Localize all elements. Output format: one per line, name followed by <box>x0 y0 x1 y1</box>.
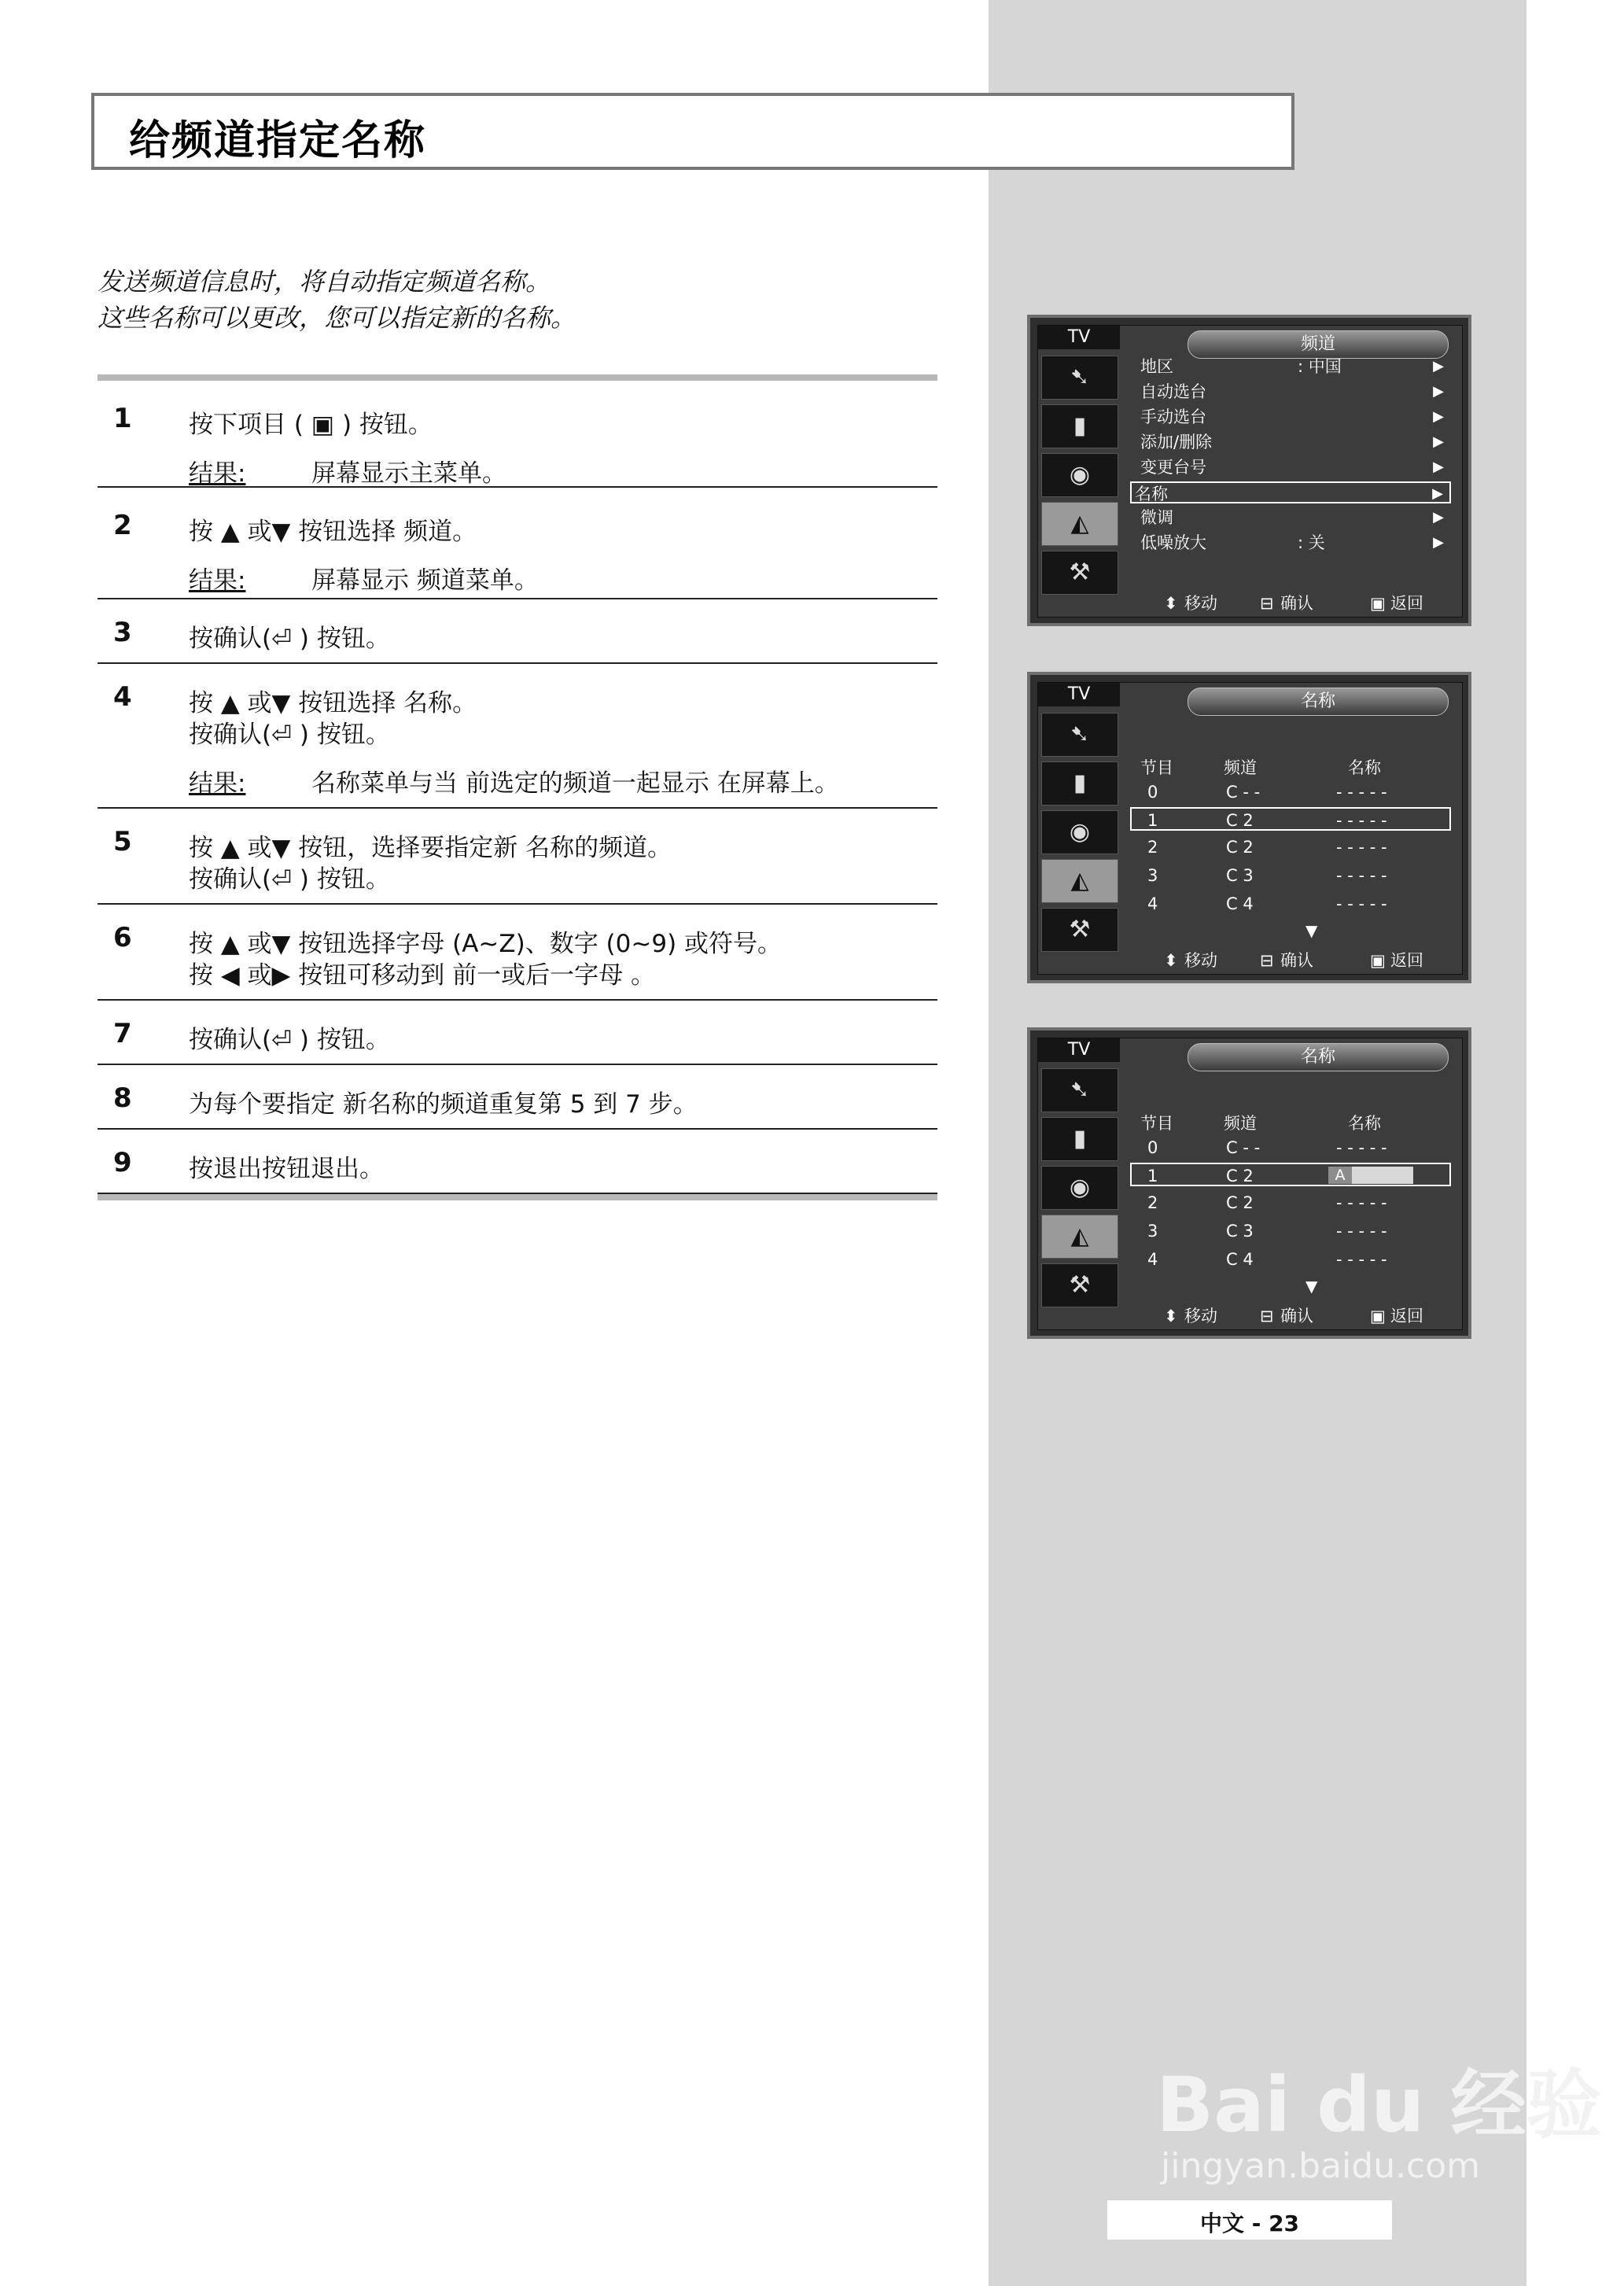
channel-row: 2 C 2 - - - - - <box>1147 1193 1387 1212</box>
osd-menu-item-selected: 名称 ▶ <box>1130 481 1451 503</box>
menu-icon: ▣ <box>1370 951 1386 970</box>
channel-icon: ◭ <box>1041 1215 1118 1259</box>
tv-tag: TV <box>1038 1038 1120 1062</box>
step-line: 为每个要指定 新名称的频道重复第 5 到 7 步。 <box>189 1090 698 1119</box>
step-number: 8 <box>113 1082 132 1114</box>
enter-icon: ⊟ <box>1260 1307 1274 1326</box>
step-line: 按确认(⏎ ) 按钮。 <box>189 721 390 749</box>
step-5 <box>98 809 937 905</box>
step-line: 按确认(⏎ ) 按钮。 <box>189 865 390 894</box>
scroll-down-icon: ▼ <box>1305 921 1318 940</box>
result-text: 屏幕显示主菜单。 <box>311 459 506 488</box>
channel-row: 3 C 3 - - - - - <box>1147 866 1387 885</box>
right-arrow-icon: ▶ <box>1433 459 1444 475</box>
channel-row: 3 C 3 - - - - - <box>1147 1222 1387 1241</box>
osd-footer <box>1120 947 1462 974</box>
bottom-rule <box>98 1194 937 1200</box>
step-4 <box>98 664 937 809</box>
intro-line: 这些名称可以更改，您可以指定新的名称。 <box>98 303 576 333</box>
scroll-down-icon: ▼ <box>1305 1277 1318 1296</box>
osd-title: 频道 <box>1188 330 1449 359</box>
header-name: 名称 <box>1348 758 1381 777</box>
osd-name-edit <box>1027 1027 1471 1339</box>
step-line: 按确认(⏎ ) 按钮。 <box>189 625 390 653</box>
channel-row: 0 C - - - - - - - <box>1147 783 1387 802</box>
step-line: 按 ▲ 或▼ 按钮选择 名称。 <box>189 689 477 717</box>
sound-icon: ◉ <box>1041 453 1118 497</box>
watermark-url: jingyan.baidu.com <box>1161 2146 1481 2186</box>
channel-row: 4 C 4 - - - - - <box>1147 1250 1387 1269</box>
speaker-icon: ▮ <box>1041 404 1118 448</box>
step-number: 4 <box>113 681 132 713</box>
right-arrow-icon: ▶ <box>1433 358 1444 374</box>
step-number: 3 <box>113 617 132 648</box>
setup-icon: ⚒ <box>1041 551 1118 595</box>
footer-confirm: 确认 <box>1280 594 1313 613</box>
header-prog: 节目 <box>1140 758 1173 777</box>
step-2 <box>98 488 937 599</box>
osd-menu-item: 自动选台 ▶ <box>1140 382 1444 401</box>
step-line: 按确认(⏎ ) 按钮。 <box>189 1026 390 1054</box>
osd-menu-item: 变更台号 ▶ <box>1140 458 1444 477</box>
step-number: 1 <box>113 403 132 434</box>
setup-icon: ⚒ <box>1041 908 1118 952</box>
footer-move: 移动 <box>1184 1307 1217 1326</box>
osd-footer <box>1120 590 1462 617</box>
osd-title: 名称 <box>1188 1043 1449 1071</box>
right-arrow-icon: ▶ <box>1433 383 1444 400</box>
channel-row: 0 C - - - - - - - <box>1147 1138 1387 1157</box>
page-margin <box>1526 0 1624 2286</box>
step-7 <box>98 1001 937 1065</box>
step-9 <box>98 1130 937 1194</box>
speaker-icon: ▮ <box>1041 761 1118 806</box>
channel-row: 2 C 2 - - - - - <box>1147 838 1387 857</box>
osd-channel-menu <box>1027 315 1471 626</box>
updown-icon: ⬍ <box>1164 1307 1178 1326</box>
header-prog: 节目 <box>1140 1114 1173 1133</box>
step-number: 2 <box>113 510 132 541</box>
osd-title: 名称 <box>1188 688 1449 716</box>
sound-icon: ◉ <box>1041 810 1118 854</box>
osd-menu-item: 低噪放大 : 关 ▶ <box>1140 533 1444 552</box>
tv-tag: TV <box>1038 326 1120 349</box>
footer-back: 返回 <box>1390 951 1423 970</box>
step-number: 6 <box>113 922 132 953</box>
right-arrow-icon: ▶ <box>1433 509 1444 525</box>
step-number: 7 <box>113 1018 132 1049</box>
sound-icon: ◉ <box>1041 1166 1118 1210</box>
step-line: 按 ▲ 或▼ 按钮选择 频道。 <box>189 518 477 546</box>
step-number: 5 <box>113 826 132 857</box>
result-label: 结果: <box>189 566 246 595</box>
result-label: 结果: <box>189 769 246 798</box>
menu-icon: ▣ <box>1370 1307 1386 1326</box>
page-number: 中文 - 23 <box>1199 2210 1300 2236</box>
step-8 <box>98 1065 937 1130</box>
footer-confirm: 确认 <box>1280 1307 1313 1326</box>
osd-menu-item: 地区 : 中国 ▶ <box>1140 357 1444 376</box>
updown-icon: ⬍ <box>1164 594 1178 613</box>
osd-menu-item: 手动选台 ▶ <box>1140 407 1444 426</box>
result-text: 名称菜单与当 前选定的频道一起显示 在屏幕上。 <box>311 769 839 798</box>
step-3 <box>98 599 937 664</box>
step-number: 9 <box>113 1147 132 1178</box>
result-label: 结果: <box>189 459 246 488</box>
osd-menu-item: 添加/删除 ▶ <box>1140 433 1444 452</box>
speaker-icon: ▮ <box>1041 1117 1118 1161</box>
right-arrow-icon: ▶ <box>1433 433 1444 450</box>
channel-row-selected: 1 C 2 A <box>1130 1163 1451 1186</box>
top-rule <box>98 374 937 381</box>
result-text: 屏幕显示 频道菜单。 <box>311 566 539 595</box>
footer-move: 移动 <box>1184 951 1217 970</box>
footer-confirm: 确认 <box>1280 951 1313 970</box>
intro-line: 发送频道信息时，将自动指定频道名称。 <box>98 267 551 297</box>
tv-tag: TV <box>1038 683 1120 706</box>
menu-icon: ▣ <box>1370 594 1386 613</box>
picture-icon: ➷ <box>1041 1068 1118 1112</box>
picture-icon: ➷ <box>1041 713 1118 757</box>
step-line: 按退出按钮退出。 <box>189 1155 384 1183</box>
name-edit-cursor: A <box>1328 1167 1352 1184</box>
page-title: 给频道指定名称 <box>129 117 427 164</box>
watermark-logo: Bai du 经验 <box>1156 2061 1602 2149</box>
header-channel: 频道 <box>1224 1114 1257 1133</box>
right-arrow-icon: ▶ <box>1433 534 1444 551</box>
footer-back: 返回 <box>1390 594 1423 613</box>
osd-footer <box>1120 1303 1462 1329</box>
enter-icon: ⊟ <box>1260 951 1274 970</box>
step-6 <box>98 905 937 1001</box>
step-line: 按 ◀ 或▶ 按钮可移动到 前一或后一字母 。 <box>189 961 655 990</box>
name-edit-field <box>1328 1167 1413 1184</box>
step-1 <box>98 381 937 488</box>
step-line: 按 ▲ 或▼ 按钮，选择要指定新 名称的频道。 <box>189 834 672 862</box>
title-box <box>91 93 1294 170</box>
steps-list <box>98 374 937 1200</box>
osd-name-menu <box>1027 672 1471 983</box>
osd-icon-column <box>1038 713 1120 949</box>
step-line: 按下项目 ( ▣ ) 按钮。 <box>189 411 433 439</box>
osd-menu-item: 微调 ▶ <box>1140 508 1444 527</box>
channel-icon: ◭ <box>1041 502 1118 546</box>
header-name: 名称 <box>1348 1114 1381 1133</box>
intro-text <box>98 264 576 336</box>
right-arrow-icon: ▶ <box>1433 408 1444 425</box>
header-channel: 频道 <box>1224 758 1257 777</box>
osd-icon-column <box>1038 356 1120 592</box>
channel-row: 4 C 4 - - - - - <box>1147 894 1387 913</box>
picture-icon: ➷ <box>1041 356 1118 400</box>
channel-icon: ◭ <box>1041 859 1118 903</box>
step-line: 按 ▲ 或▼ 按钮选择字母 (A~Z)、数字 (0~9) 或符号。 <box>189 930 783 958</box>
page-number-box <box>1107 2200 1392 2240</box>
footer-back: 返回 <box>1390 1307 1423 1326</box>
channel-row-selected: 1 C 2 - - - - - <box>1130 807 1451 831</box>
updown-icon: ⬍ <box>1164 951 1178 970</box>
osd-icon-column <box>1038 1068 1120 1304</box>
footer-move: 移动 <box>1184 594 1217 613</box>
setup-icon: ⚒ <box>1041 1263 1118 1307</box>
enter-icon: ⊟ <box>1260 594 1274 613</box>
right-arrow-icon: ▶ <box>1432 485 1443 502</box>
